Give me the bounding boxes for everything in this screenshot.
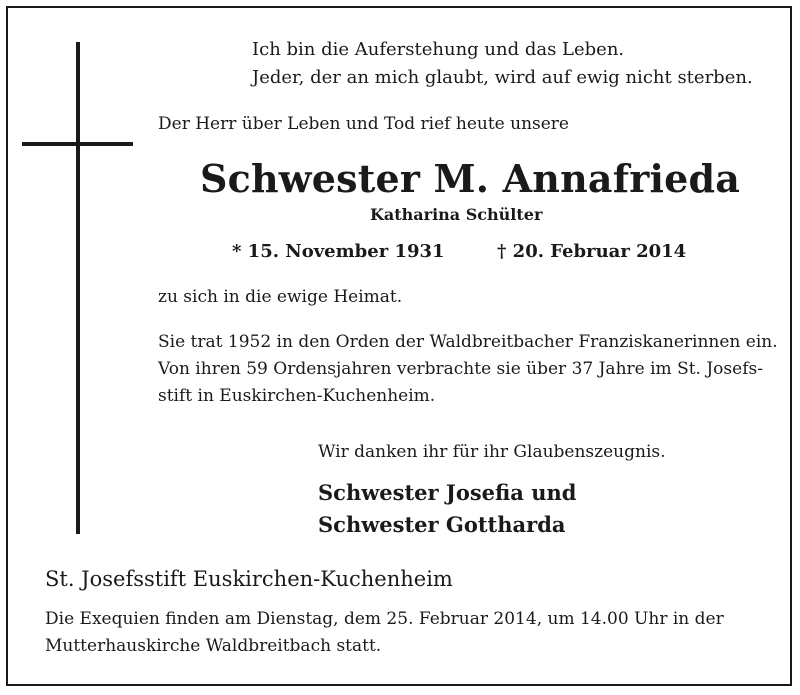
bio-line-3: stift in Euskirchen-Kuchenheim.	[158, 386, 436, 406]
bio-line-1: Sie trat 1952 in den Orden der Waldbreitbacher Franziskanerinnen ein.	[158, 332, 778, 352]
deceased-name: Schwester M. Annafrieda	[200, 156, 741, 201]
death-date: † 20. Februar 2014	[497, 241, 687, 262]
thanks-text: Wir danken ihr für ihr Glaubenszeugnis.	[318, 442, 666, 462]
verse-line-1: Ich bin die Auferstehung und das Leben.	[252, 39, 625, 60]
funeral-line-1: Die Exequien finden am Dienstag, dem 25. Februar 2014, um 14.00 Uhr in der	[45, 609, 724, 629]
cross-icon-bar	[22, 142, 133, 146]
birth-name: Katharina Schülter	[370, 205, 543, 224]
birth-date: * 15. November 1931	[232, 241, 445, 262]
place-name: St. Josefsstift Euskirchen-Kuchenheim	[45, 567, 453, 591]
homecoming-text: zu sich in die ewige Heimat.	[158, 287, 403, 307]
verse-line-2: Jeder, der an mich glaubt, wird auf ewig nicht sterben.	[252, 67, 753, 88]
signer-line-2: Schwester Gottharda	[318, 512, 566, 537]
cross-icon	[76, 42, 80, 534]
bio-line-2: Von ihren 59 Ordensjahren verbrachte sie über 37 Jahre im St. Josefs-	[158, 359, 763, 379]
intro-text: Der Herr über Leben und Tod rief heute unsere	[158, 114, 569, 134]
signer-line-1: Schwester Josefia und	[318, 480, 577, 505]
funeral-line-2: Mutterhauskirche Waldbreitbach statt.	[45, 636, 382, 656]
